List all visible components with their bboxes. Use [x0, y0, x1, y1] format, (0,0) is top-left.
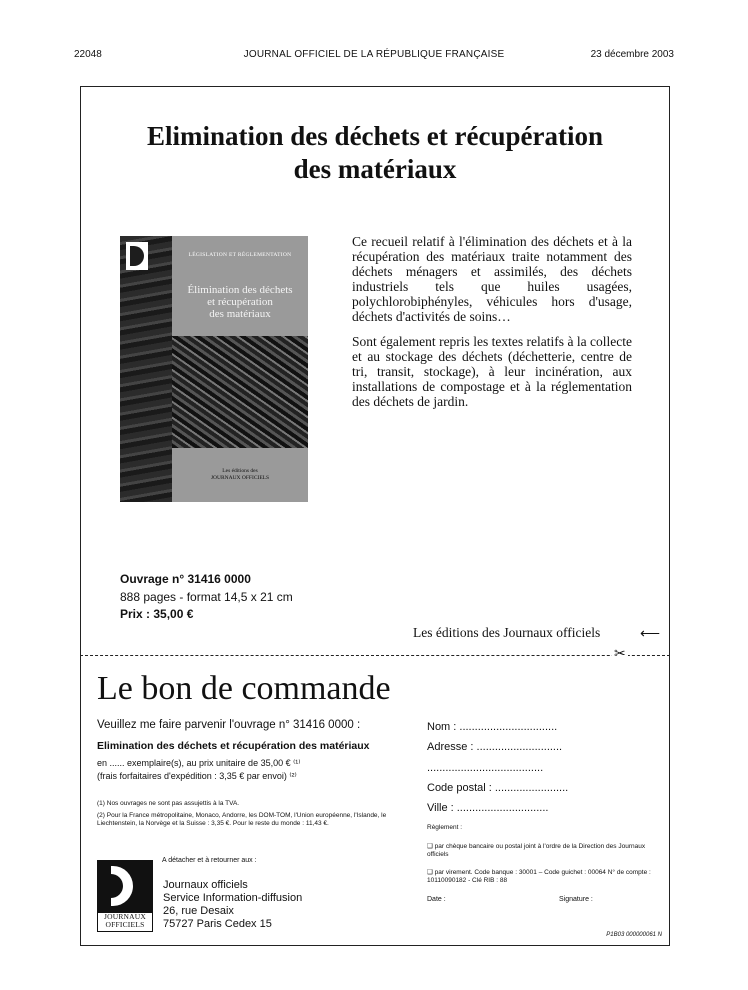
footnote-1: (1) Nos ouvrages ne sont pas assujettis à la TVA.: [97, 800, 240, 807]
journaux-officiels-logo: [97, 860, 153, 932]
reference-code: P1B03 000000061 N: [606, 932, 662, 938]
jo-logo-line1: JOURNAUX: [103, 912, 147, 921]
cover-photo: [172, 336, 308, 448]
cover-title: [172, 284, 308, 320]
signature-field[interactable]: Signature :: [559, 896, 593, 903]
address-field-line2[interactable]: ......................................: [427, 762, 544, 774]
address-field[interactable]: Adresse : ............................: [427, 741, 563, 753]
payment-label: Règlement :: [427, 824, 463, 831]
date-field[interactable]: Date :: [427, 896, 446, 903]
address-line-2: Service Information-diffusion: [163, 892, 303, 904]
cover-title-line3: des matériaux: [209, 308, 271, 320]
cover-publisher-line1: Les éditions des: [222, 468, 258, 474]
postal-code-field[interactable]: Code postal : ........................: [427, 782, 569, 794]
order-intro: Veuillez me faire parvenir l'ouvrage n° 31416 0000 :: [97, 719, 361, 731]
cover-publisher: [172, 468, 308, 482]
cover-spine: [120, 236, 172, 502]
advert-title: [80, 120, 670, 186]
cover-logo-icon: [126, 242, 148, 270]
order-quantity-line[interactable]: en ...... exemplaire(s), au prix unitaire de 35,00 € ⁽¹⁾: [97, 758, 301, 768]
description-paragraph-2: Sont également repris les textes relatifs à la collecte et au stockage des déchets (déchetterie, centre de tri, transit, stockage), à leur incinération, aux installations de compostage et à la réglementation des déchets de jardin.: [352, 334, 632, 409]
cover-title-line2: et récupération: [207, 296, 273, 308]
order-shipping-line: (frais forfaitaires d'expédition : 3,35 € par envoi) ⁽²⁾: [97, 771, 297, 781]
book-format: 888 pages - format 14,5 x 21 cm: [120, 590, 293, 604]
page-number: 22048: [74, 49, 102, 60]
advert-title-line1: Elimination des déchets et récupération: [147, 121, 603, 151]
journal-title: JOURNAL OFFICIEL DE LA RÉPUBLIQUE FRANÇAISE: [243, 49, 505, 60]
jo-logo-icon: [97, 860, 153, 912]
cover-band: LÉGISLATION ET RÉGLEMENTATION: [188, 252, 292, 258]
arrow-left-icon: ⟵: [640, 625, 661, 641]
jo-logo-text: [97, 912, 153, 932]
address-line-4: 75727 Paris Cedex 15: [163, 918, 272, 930]
order-form-title: Le bon de commande: [97, 670, 391, 707]
city-field[interactable]: Ville : ..............................: [427, 802, 549, 814]
order-book-title: Elimination des déchets et récupération des matériaux: [97, 740, 370, 752]
scissors-icon: ✂: [614, 645, 626, 661]
payment-transfer-checkbox[interactable]: ❑ par virement. Code banque : 30001 – Code guichet : 00064 N° de compte : 10110090182 - Clé RIB : 88: [427, 869, 651, 884]
publisher-line: Les éditions des Journaux officiels: [413, 625, 601, 640]
jo-logo-line2: OFFICIELS: [105, 920, 145, 929]
cover-publisher-line2: JOURNAUX OFFICIELS: [210, 475, 270, 481]
name-field[interactable]: Nom : ................................: [427, 721, 558, 733]
cut-line: [80, 655, 670, 656]
book-price: Prix : 35,00 €: [120, 607, 194, 621]
book-reference: Ouvrage n° 31416 0000: [120, 572, 251, 586]
payment-cheque-checkbox[interactable]: ❑ par chèque bancaire ou postal joint à l'ordre de la Direction des Journaux officiels: [427, 843, 646, 858]
issue-date: 23 décembre 2003: [590, 49, 674, 60]
address-line-1: Journaux officiels: [163, 879, 248, 891]
book-cover: [120, 236, 308, 502]
advert-title-line2: des matériaux: [293, 154, 457, 184]
description-paragraph-1: Ce recueil relatif à l'élimination des déchets et à la récupération des matériaux traite notamment des déchets ménagers et assimilés, des déchets industriels tels que huiles usagées, polychlorobiphényles, véhicules hors d'usage, déchets d'activités de soins…: [352, 234, 632, 324]
cover-title-line1: Élimination des déchets: [187, 284, 293, 296]
footnote-2: (2) Pour la France métropolitaine, Monaco, Andorre, les DOM-TOM, l'Union européenne, l'Islande, le Liechtenstein, la Norvège et la Suisse : 3,35 €. Pour le reste du monde : 11,43 €.: [97, 812, 387, 827]
address-line-3: 26, rue Desaix: [163, 905, 234, 917]
return-instruction: A détacher et à retourner aux :: [162, 857, 257, 864]
